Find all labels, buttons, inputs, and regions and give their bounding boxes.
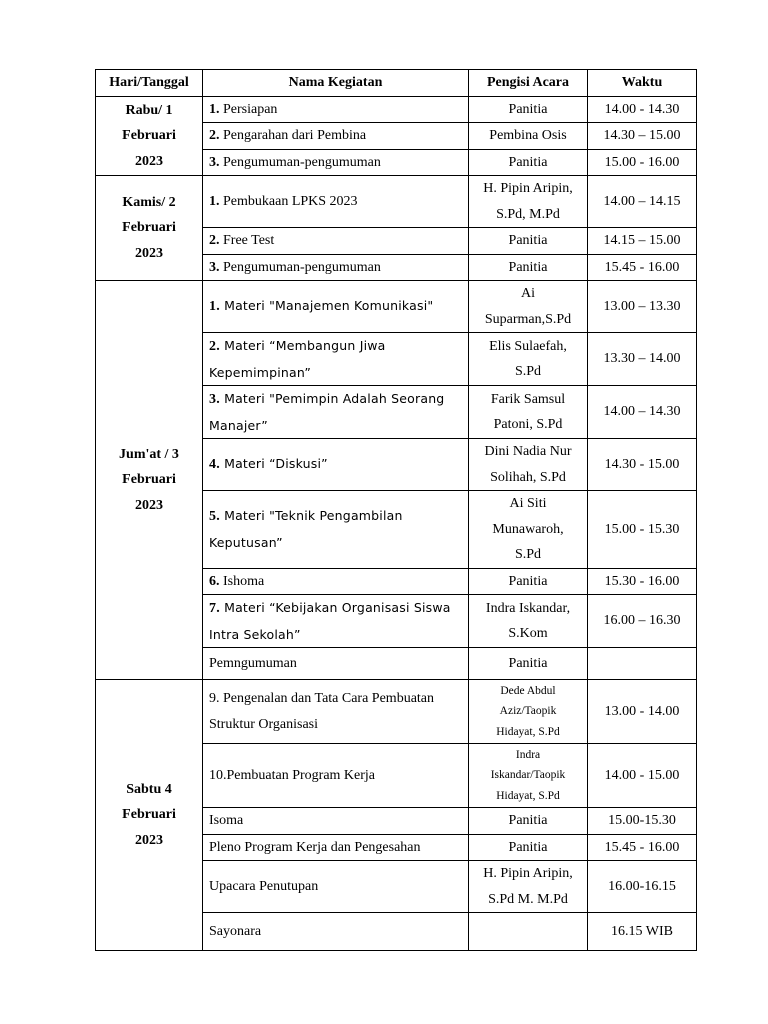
table-row <box>96 680 697 744</box>
activity-cell <box>203 744 469 808</box>
activity-name: Pemngumuman <box>209 655 297 671</box>
activity-cell <box>203 595 469 648</box>
schedule-table <box>95 69 697 951</box>
activity-name: Materi "Teknik Pengambilan Keputusan” <box>209 508 403 550</box>
activity-cell <box>203 228 469 255</box>
activity-name: Materi “Kebijakan Organisasi Siswa Intra Sekolah” <box>209 600 451 642</box>
speaker-cell: Pembina Osis <box>469 123 588 150</box>
speaker-cell: Panitia <box>469 228 588 255</box>
speaker-cell: Panitia <box>469 568 588 595</box>
time-cell: 16.15 WIB <box>588 913 697 951</box>
activity-number: 6. <box>209 573 220 589</box>
activity-cell <box>203 123 469 150</box>
table-row <box>96 281 697 333</box>
activity-number: 3. <box>209 259 220 275</box>
activity-name: Upacara Penutupan <box>209 878 319 894</box>
activity-cell <box>203 386 469 439</box>
activity-number: 4. <box>209 457 220 473</box>
speaker-cell <box>469 913 588 951</box>
time-cell: 13.00 - 14.00 <box>588 680 697 744</box>
activity-name: 10.Pembuatan Program Kerja <box>209 767 376 783</box>
activity-name: Free Test <box>219 233 275 248</box>
day-cell: Kamis/ 2 Februari 2023 <box>96 176 203 281</box>
speaker-cell: Indra Iskandar/Taopik Hidayat, S.Pd <box>469 744 588 808</box>
activity-cell <box>203 254 469 281</box>
activity-name: Materi "Pemimpin Adalah Seorang Manajer” <box>209 391 445 433</box>
time-cell: 14.00 – 14.30 <box>588 386 697 439</box>
header-time: Waktu <box>588 70 697 97</box>
activity-cell <box>203 96 469 123</box>
activity-cell <box>203 491 469 569</box>
time-cell: 13.00 – 13.30 <box>588 281 697 333</box>
activity-name: Pembukaan LPKS 2023 <box>219 193 358 209</box>
activity-number: 2. <box>209 339 220 354</box>
activity-cell <box>203 281 469 333</box>
time-cell: 13.30 – 14.00 <box>588 333 697 386</box>
activity-name: Pengumuman-pengumuman <box>219 154 381 170</box>
time-cell: 15.45 - 16.00 <box>588 254 697 281</box>
speaker-cell: Panitia <box>469 254 588 281</box>
activity-number: 5. <box>209 509 220 525</box>
time-cell: 15.00-15.30 <box>588 808 697 835</box>
activity-name: Sayonara <box>209 923 262 939</box>
speaker-cell: Panitia <box>469 808 588 835</box>
activity-name: Materi “Diskusi” <box>219 456 328 472</box>
time-cell: 15.00 - 15.30 <box>588 491 697 569</box>
activity-cell <box>203 333 469 386</box>
activity-number: 7. <box>209 601 220 616</box>
time-cell: 16.00-16.15 <box>588 861 697 913</box>
header-speaker: Pengisi Acara <box>469 70 588 97</box>
time-cell: 14.15 – 15.00 <box>588 228 697 255</box>
time-cell: 14.00 – 14.15 <box>588 176 697 228</box>
activity-cell <box>203 176 469 228</box>
activity-cell <box>203 149 469 176</box>
speaker-cell: Elis Sulaefah, S.Pd <box>469 333 588 386</box>
day-cell: Sabtu 4 Februari 2023 <box>96 680 203 951</box>
speaker-cell: Ai Siti Munawaroh, S.Pd <box>469 491 588 569</box>
activity-cell <box>203 568 469 595</box>
activity-number: 1. <box>209 299 220 315</box>
speaker-cell: H. Pipin Aripin, S.Pd M. M.Pd <box>469 861 588 913</box>
table-row <box>96 96 697 123</box>
time-cell: 15.00 - 16.00 <box>588 149 697 176</box>
speaker-cell: Panitia <box>469 96 588 123</box>
speaker-cell: Panitia <box>469 149 588 176</box>
time-cell <box>588 648 697 680</box>
activity-number: 3. <box>209 392 220 407</box>
speaker-cell: Indra Iskandar, S.Kom <box>469 595 588 648</box>
speaker-cell: Dini Nadia Nur Solihah, S.Pd <box>469 439 588 491</box>
activity-name: Pengarahan dari Pembina <box>219 128 367 143</box>
activity-number: 3. <box>209 154 220 170</box>
time-cell: 14.00 - 14.30 <box>588 96 697 123</box>
activity-cell <box>203 439 469 491</box>
header-row <box>96 70 697 97</box>
activity-number: 1. <box>209 101 220 117</box>
activity-name: Persiapan <box>219 101 278 117</box>
activity-cell <box>203 834 469 861</box>
time-cell: 14.30 - 15.00 <box>588 439 697 491</box>
time-cell: 14.00 - 15.00 <box>588 744 697 808</box>
activity-name: Materi “Membangun Jiwa Kepemimpinan” <box>209 338 386 380</box>
activity-cell <box>203 913 469 951</box>
time-cell: 14.30 – 15.00 <box>588 123 697 150</box>
activity-name: Pleno Program Kerja dan Pengesahan <box>209 839 421 855</box>
speaker-cell: H. Pipin Aripin, S.Pd, M.Pd <box>469 176 588 228</box>
activity-name: Materi "Manajemen Komunikasi" <box>219 298 434 314</box>
activity-name: Ishoma <box>219 573 265 589</box>
day-cell: Jum'at / 3 Februari 2023 <box>96 281 203 680</box>
day-cell: Rabu/ 1 Februari 2023 <box>96 96 203 176</box>
table-row <box>96 176 697 228</box>
speaker-cell: Ai Suparman,S.Pd <box>469 281 588 333</box>
activity-number: 1. <box>209 193 220 209</box>
speaker-cell: Panitia <box>469 834 588 861</box>
header-activity: Nama Kegiatan <box>203 70 469 97</box>
activity-cell <box>203 808 469 835</box>
activity-name: Isoma <box>209 813 244 828</box>
time-cell: 15.30 - 16.00 <box>588 568 697 595</box>
activity-name: Pengumuman-pengumuman <box>219 259 381 275</box>
activity-cell <box>203 648 469 680</box>
schedule-body <box>96 96 697 951</box>
header-day: Hari/Tanggal <box>96 70 203 97</box>
speaker-cell: Panitia <box>469 648 588 680</box>
speaker-cell: Dede Abdul Aziz/Taopik Hidayat, S.Pd <box>469 680 588 744</box>
activity-cell <box>203 861 469 913</box>
activity-number: 2. <box>209 128 220 143</box>
time-cell: 16.00 – 16.30 <box>588 595 697 648</box>
activity-name: 9. Pengenalan dan Tata Cara Pembuatan Struktur Organisasi <box>209 691 435 732</box>
activity-number: 2. <box>209 233 220 248</box>
activity-cell <box>203 680 469 744</box>
time-cell: 15.45 - 16.00 <box>588 834 697 861</box>
speaker-cell: Farik Samsul Patoni, S.Pd <box>469 386 588 439</box>
